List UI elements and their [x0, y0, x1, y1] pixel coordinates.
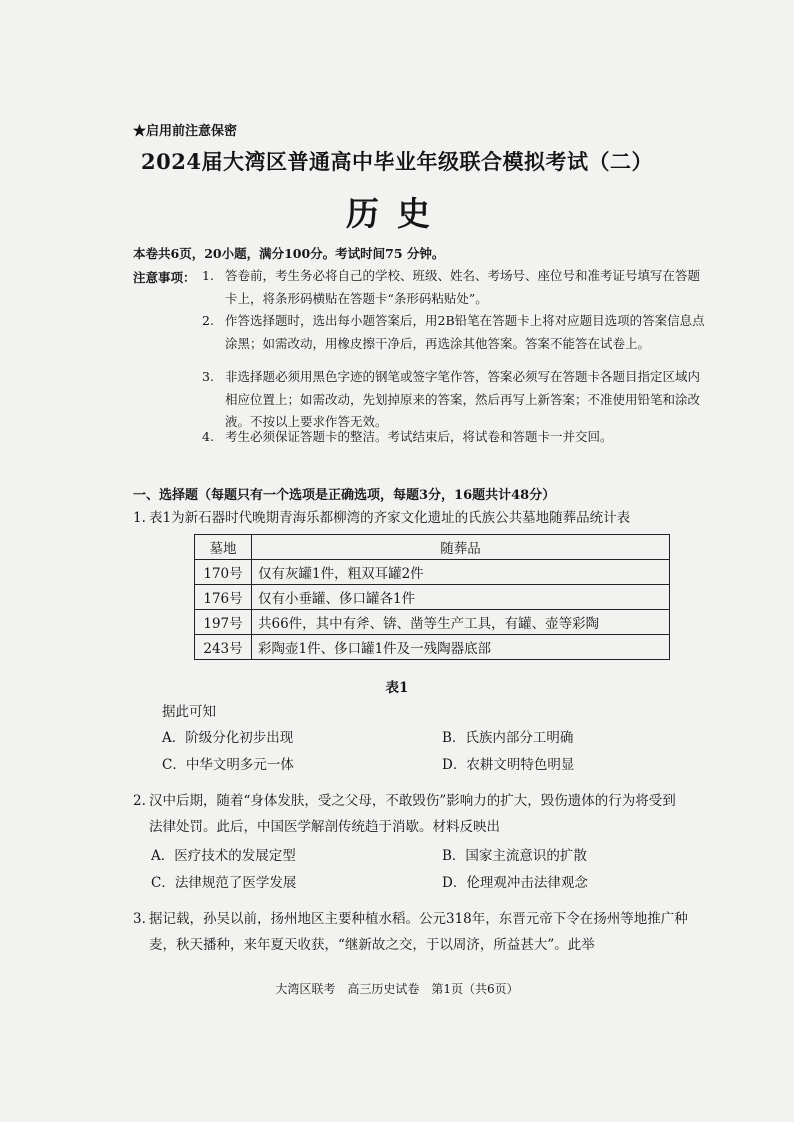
- confidential-mark: ★启用前注意保密: [133, 124, 238, 139]
- question-3: [133, 906, 688, 958]
- option-c: C．中华文明多元一体: [162, 757, 294, 773]
- option-d: D．农耕文明特色明显: [442, 757, 575, 773]
- table-cell: 176号: [195, 585, 252, 610]
- notes-label: 注意事项：: [133, 270, 196, 285]
- option-a: A．医疗技术的发展定型: [151, 848, 296, 864]
- table-cell: 243号: [195, 635, 252, 660]
- exam-info: 本卷共6页，20小题，满分100分。考试时间75 分钟。: [133, 246, 445, 261]
- table-cell: 共66件，其中有斧、锛、凿等生产工具，有罐、壶等彩陶: [252, 610, 670, 635]
- question-number: 3.: [133, 911, 146, 927]
- option-c: C．法律规范了医学发展: [151, 875, 297, 891]
- question-1: [133, 505, 688, 531]
- table-cell: 170号: [195, 560, 252, 585]
- question-number: 2.: [133, 793, 146, 809]
- table-caption: 表1: [385, 680, 409, 696]
- table-row: [195, 610, 670, 635]
- question-lead: 据此可知: [162, 704, 216, 720]
- table-row: [195, 635, 670, 660]
- note-item: [202, 310, 708, 355]
- question-stem: 表1为新石器时代晚期青海乐都柳湾的齐家文化遗址的氏族公共墓地随葬品统计表: [149, 510, 631, 526]
- question-stem: 据记载，孙吴以前，扬州地区主要种植水稻。公元318年，东晋元帝下令在扬州等地推广种麦，秋天播种，来年夏天收获，“继新故之交，于以周济，所益甚大”。此举: [149, 911, 688, 953]
- burial-goods-table: [194, 534, 670, 660]
- note-number: 3.: [202, 369, 214, 384]
- note-number: 2.: [202, 313, 214, 328]
- note-item: [202, 366, 708, 434]
- exam-title: 2024届大湾区普通高中毕业年级联合模拟考试（二）: [141, 149, 653, 174]
- table-cell: 仅有小垂罐、侈口罐各1件: [252, 585, 670, 610]
- question-number: 1.: [133, 510, 146, 526]
- note-text: 作答选择题时，选出每小题答案后，用2B铅笔在答题卡上将对应题目选项的答案信息点涂黑；如需改动，用橡皮擦干净后，再选涂其他答案。答案不能答在试卷上。: [225, 313, 705, 351]
- table-header-cell: 随葬品: [252, 535, 670, 560]
- note-number: 4.: [202, 429, 214, 444]
- note-item: [202, 265, 708, 310]
- note-item: [202, 426, 708, 449]
- table-row: [195, 585, 670, 610]
- option-b: B．氏族内部分工明确: [442, 730, 574, 746]
- note-text: 非选择题必须用黑色字迹的钢笔或签字笔作答，答案必须写在答题卡各题目指定区域内相应位置上；如需改动，先划掉原来的答案，然后再写上新答案；不准使用铅笔和涂改液。不按以上要求作答无效。: [225, 369, 701, 429]
- note-text: 考生必须保证答题卡的整洁。考试结束后，将试卷和答题卡一并交回。: [225, 429, 613, 444]
- table-row: [195, 560, 670, 585]
- table-header-cell: 墓地: [195, 535, 252, 560]
- section-heading: 一、选择题（每题只有一个选项是正确选项，每题3分，16题共计48分）: [133, 488, 556, 503]
- table-header-row: [195, 535, 670, 560]
- note-text: 答卷前，考生务必将自己的学校、班级、姓名、考场号、座位号和准考证号填写在答题卡上，将条形码横贴在答题卡“条形码粘贴处”。: [225, 268, 701, 306]
- note-number: 1.: [202, 268, 214, 283]
- option-d: D．伦理观冲击法律观念: [442, 875, 588, 891]
- table-cell: 197号: [195, 610, 252, 635]
- option-a: A．阶级分化初步出现: [162, 730, 294, 746]
- page-footer: 大湾区联考 高三历史试卷 第1页（共6页）: [275, 982, 519, 996]
- table-cell: 仅有灰罐1件，粗双耳罐2件: [252, 560, 670, 585]
- option-b: B．国家主流意识的扩散: [442, 848, 587, 864]
- subject-title: 历史: [346, 194, 448, 233]
- question-stem: 汉中后期，随着“身体发肤，受之父母，不敢毁伤”影响力的扩大，毁伤遗体的行为将受到法律处罚。此后，中国医学解剖传统趋于消歇。材料反映出: [149, 793, 676, 835]
- question-2: [133, 788, 688, 840]
- table-cell: 彩陶壶1件、侈口罐1件及一残陶器底部: [252, 635, 670, 660]
